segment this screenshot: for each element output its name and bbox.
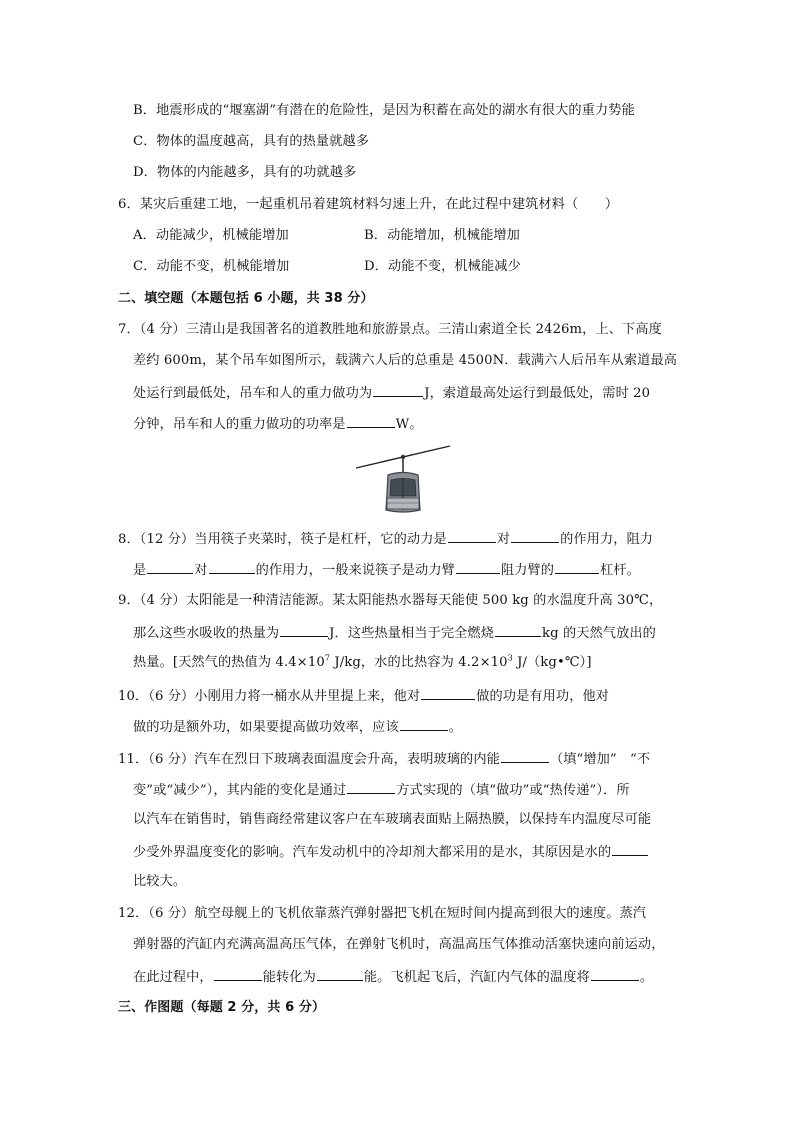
q11-line-4 (133, 841, 649, 863)
q7-line-2: 差约 600m，某个吊车如图所示，载满六人后的总重是 4500N．载满六人后吊车从索道最高 (133, 353, 678, 368)
q12-line-2: 弹射器的汽缸内充满高温高压气体，在弹射飞机时，高温高压气体推动活塞快速向前运动， (133, 937, 665, 952)
q8-line-2-text-d: 阻力臂的 (500, 563, 555, 578)
q12-line-3-text-c: 能。飞机起飞后，汽缸内气体的温度将 (363, 970, 590, 985)
q8-answer-blank-2[interactable] (511, 528, 559, 543)
q9-line-3 (133, 653, 592, 673)
q11-line-1-text-a: 11．（6 分）汽车在烈日下玻璃表面温度会升高，表明玻璃的内能 (118, 752, 500, 767)
q6-option-d: D．动能不变，机械能减少 (364, 259, 521, 274)
q5-option-d: D．物体的内能越多，具有的功就越多 (133, 165, 357, 180)
q8-answer-blank-5[interactable] (456, 559, 500, 574)
q11-line-1-text-b: （填“增加” “不 (549, 752, 651, 767)
q9-line-2 (133, 622, 656, 644)
q12-line-1: 12．（6 分）航空母舰上的飞机依靠蒸汽弹射器把飞机在短时间内提高到很大的速度。蒸汽 (118, 906, 647, 921)
q8-line-2-text-b: 对 (194, 563, 208, 578)
q11-line-2-text-a: 变”或“减少”），其内能的变化是通过 (133, 783, 347, 798)
q9-exponent-1: 7 (324, 653, 331, 663)
q12-answer-blank-3[interactable] (591, 966, 639, 981)
q9-line-2-text-a: 那么这些水吸收的热量为 (133, 626, 280, 641)
q10-line-2-text-b: 。 (448, 720, 463, 735)
q9-line-3-text-c: J/（kg•℃）] (512, 655, 592, 670)
q6-option-c: C．动能不变，机械能增加 (133, 259, 290, 274)
q8-line-2-text-c: 的作用力，一般来说筷子是动力臂 (255, 563, 455, 578)
q7-line-3 (133, 382, 650, 404)
q9-exponent-2: 3 (507, 653, 513, 663)
q7-answer-blank-2[interactable] (347, 413, 395, 428)
q8-line-1-text-a: 8．（12 分）当用筷子夹菜时，筷子是杠杆，它的动力是 (118, 532, 447, 547)
q8-line-1-text-b: 对 (496, 532, 511, 547)
q8-answer-blank-6[interactable] (555, 559, 599, 574)
q9-line-3-text-b: J/kg，水的比热容为 4.2×10 (330, 655, 508, 670)
q12-line-3-text-d: 。 (639, 970, 654, 985)
q10-line-2-text-a: 做的功是额外功，如果要提高做功效率，应该 (133, 720, 399, 735)
q11-line-3: 以汽车在销售时，销售商经常建议客户在车玻璃表面贴上隔热膜，以保持车内温度尽可能 (133, 812, 652, 827)
section-title-drawing: 三、作图题（每题 2 分，共 6 分） (118, 1000, 326, 1015)
q7-line-4-text-b: W。 (395, 417, 423, 432)
q11-line-5: 比较大。 (133, 874, 187, 889)
q6-option-b: B．动能增加，机械能增加 (364, 228, 520, 243)
q9-line-3-text-a: 热量。[天然气的热值为 4.4×10 (133, 655, 325, 670)
q12-line-3 (133, 966, 653, 988)
q8-line-2-text-e: 杠杆。 (600, 563, 640, 578)
q11-line-2 (133, 779, 630, 801)
q8-line-1 (118, 528, 653, 550)
q11-line-2-text-b: 方式实现的（填“做功”或“热传递”）．所 (396, 783, 630, 798)
q5-option-b: B．地震形成的“堰塞湖”有潜在的危险性，是因为积蓄在高处的湖水有很大的重力势能 (133, 103, 635, 118)
q9-line-2-text-b: J．这些热量相当于完全燃烧 (329, 626, 495, 641)
q8-line-2-text-a: 是 (133, 563, 147, 578)
q11-answer-blank-2[interactable] (347, 779, 395, 794)
q7-line-1: 7．（4 分）三清山是我国著名的道教胜地和旅游景点。三清山索道全长 2426m，上、下高度 (118, 322, 662, 337)
q10-line-1 (118, 685, 609, 707)
q8-answer-blank-4[interactable] (209, 559, 255, 574)
q6-stem: 6．某灾后重建工地，一起重机吊着建筑材料匀速上升，在此过程中建筑材料（ ） (118, 197, 619, 212)
q12-answer-blank-1[interactable] (214, 966, 262, 981)
cable-wheel (401, 455, 405, 459)
q7-line-3-text-a: 处运行到最低处，吊车和人的重力做功为 (133, 386, 373, 401)
q12-line-3-text-b: 能转化为 (262, 970, 316, 985)
q9-answer-blank-1[interactable] (280, 622, 328, 637)
q8-answer-blank-1[interactable] (448, 528, 496, 543)
q11-line-4-text-a: 少受外界温度变化的影响。汽车发动机中的冷却剂大都采用的是水，其原因是水的 (133, 845, 612, 860)
q11-answer-blank-1[interactable] (501, 748, 549, 763)
q10-answer-blank-1[interactable] (421, 685, 475, 700)
q8-line-2 (133, 559, 640, 581)
q7-line-4 (133, 413, 423, 435)
q10-line-2 (133, 716, 462, 738)
q9-answer-blank-2[interactable] (495, 622, 541, 637)
q10-line-1-text-a: 10．（6 分）小刚用力将一桶水从井里提上来，他对 (118, 689, 421, 704)
q8-answer-blank-3[interactable] (147, 559, 193, 574)
q7-answer-blank-1[interactable] (373, 382, 423, 397)
q8-line-1-text-c: 的作用力，阻力 (560, 532, 654, 547)
q9-line-2-text-c: kg 的天然气放出的 (542, 626, 656, 641)
q5-option-c: C．物体的温度越高，具有的热量就越多 (133, 134, 370, 149)
cable-car-figure (354, 444, 452, 516)
section-title-fill-in: 二、填空题（本题包括 6 小题，共 38 分） (118, 291, 374, 306)
q10-line-1-text-b: 做的功是有用功，他对 (476, 689, 610, 704)
cabin-lower-panel (387, 498, 419, 509)
q11-line-1 (118, 748, 650, 770)
q7-line-3-text-b: J，索道最高处运行到最低处，需时 20 (424, 386, 651, 401)
q6-option-a: A．动能减少，机械能增加 (133, 228, 289, 243)
q9-line-1: 9．（4 分）太阳能是一种清洁能源。某太阳能热水器每天能使 500 kg 的水温度升高 30℃， (118, 593, 663, 608)
q12-answer-blank-2[interactable] (317, 966, 363, 981)
q10-answer-blank-2[interactable] (400, 716, 448, 731)
q12-line-3-text-a: 在此过程中， (133, 970, 213, 985)
q7-line-4-text-a: 分钟，吊车和人的重力做功的功率是 (133, 417, 346, 432)
q11-answer-blank-3[interactable] (612, 841, 648, 856)
